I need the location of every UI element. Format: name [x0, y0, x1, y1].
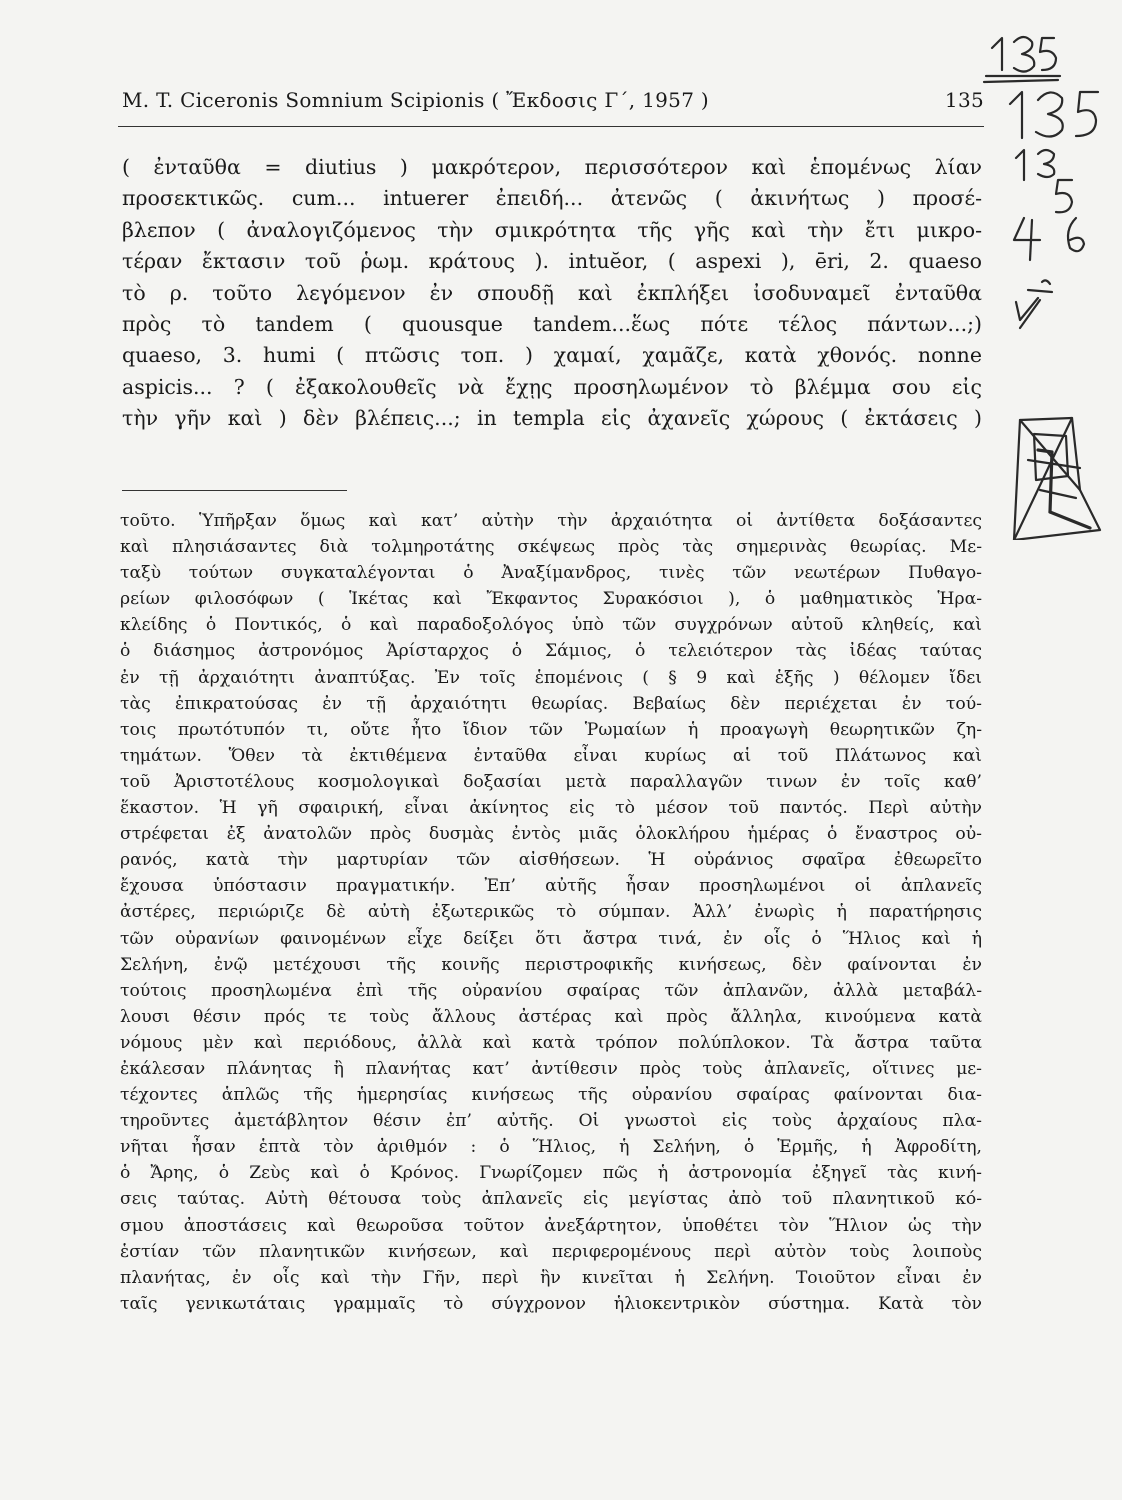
footnote-line: σμου ἀποστάσεις καὶ θεωροῦσα τοῦτον ἀνεξάρτητον, ὑποθέτει τὸν Ἥλιον ὡς τὴν [120, 1215, 982, 1236]
main-text-line: quaeso, 3. humi ( πτῶσις τοπ. ) χαμαί, χαμᾶζε, κατὰ χθονός. nonne [122, 343, 982, 368]
footnote-line: τοις πρωτότυπόν τι, οὔτε ἦτο ἴδιον τῶν Ῥωμαίων ἡ προαγωγὴ θεωρητικῶν ζη- [120, 719, 982, 740]
footnote-line: ταῖς γενικωτάταις γραμμαῖς τὸ σύγχρονον ἡλιοκεντρικὸν σύστημα. Κατὰ τὸν [120, 1293, 982, 1314]
footnote-line: ἀστέρες, περιώριζε δὲ αὐτὴ ἐξωτερικῶς τὸ σύμπαν. Ἀλλ’ ἐνωρὶς ἡ παρατήρησις [120, 902, 982, 923]
main-text-line: προσεκτικῶς. cum... intuerer ἐπειδή... ἀτενῶς ( ἀκινήτως ) προσέ- [122, 186, 982, 211]
footnote-line: ἐν τῇ ἀρχαιότητι ἀναπτύξας. Ἐν τοῖς ἑπομένοις ( § 9 καὶ ἑξῆς ) θέλομεν ἴδει [120, 667, 982, 688]
footnote-line: ἑστίαν τῶν πλανητικῶν κινήσεων, καὶ περιφερομένους περὶ αὐτὸν τοὺς λοιποὺς [120, 1241, 982, 1262]
footnote-line: τοῦτο. Ὑπῆρξαν ὅμως καὶ κατ’ αὐτὴν τὴν ἀρχαιότητα οἱ ἀντίθετα δοξάσαντες [120, 511, 982, 531]
footnote-rule [122, 490, 347, 491]
main-text-line: τὴν γῆν καὶ ) δὲν βλέπεις...; in templa εἰς ἀχανεῖς χώρους ( ἐκτάσεις ) [122, 406, 982, 431]
footnote-line: ὁ διάσημος ἀστρονόμος Ἀρίσταρχος ὁ Σάμιος, ὁ τελειότερον τὰς ἰδέας ταύτας [120, 641, 982, 662]
header-rule [118, 126, 984, 127]
running-head [122, 88, 984, 118]
footnote-line: νῆται ἦσαν ἑπτὰ τὸν ἀριθμόν : ὁ Ἥλιος, ἡ Σελήνη, ὁ Ἑρμῆς, ἡ Ἀφροδίτη, [120, 1137, 982, 1158]
footnote-line: τούτοις προσηλωμένα ἐπὶ τῆς οὐρανίου σφαίρας τῶν ἀπλανῶν, ἀλλὰ μεταβάλ- [120, 980, 982, 1001]
footnote-line: ὁ Ἄρης, ὁ Ζεὺς καὶ ὁ Κρόνος. Γνωρίζομεν πῶς ἡ ἀστρονομία ἐξηγεῖ τὰς κινή- [120, 1163, 982, 1184]
footnote-text [120, 508, 982, 1317]
footnote-line: τὰς ἐπικρατούσας ἐν τῇ ἀρχαιότητι θεωρίας. Βεβαίως δὲν περιέχεται ἐν τού- [120, 693, 982, 714]
footnote-line: τηροῦντες ἀμετάβλητον θέσιν ἐπ’ αὐτῆς. Οἱ γνωστοὶ εἰς τοὺς ἀρχαίους πλα- [120, 1111, 982, 1132]
footnote-line: ἔχουσα ὑπόστασιν πραγματικήν. Ἐπ’ αὐτῆς ἦσαν προσηλωμένοι οἱ ἀπλανεῖς [120, 876, 982, 897]
footnote-line: κλείδης ὁ Ποντικός, ὁ καὶ παραδοξολόγος ὑπὸ τῶν συγχρόνων αὐτοῦ κληθείς, καὶ [120, 615, 982, 636]
handwritten-margin-notes [980, 20, 1120, 540]
main-text-line: βλεπον ( ἀναλογιζόμενος τὴν σμικρότητα τῆς γῆς καὶ τὴν ἔτι μικρο- [122, 217, 982, 242]
footnote-line: ταξὺ τούτων συγκαταλέγονται ὁ Ἀναξίμανδρος, τινὲς τῶν νεωτέρων Πυθαγο- [120, 563, 982, 584]
footnote-line: Σελήνη, ἐνῷ μετέχουσι τῆς κοινῆς περιστροφικῆς κινήσεως, δὲν φαίνονται ἐν [120, 954, 982, 975]
handwritten-numbers-and-sketch [980, 20, 1120, 540]
footnote-line: σεις ταύτας. Αὐτὴ θέτουσα τοὺς ἀπλανεῖς εἰς μεγίστας ἀπὸ τοῦ πλανητικοῦ κό- [120, 1189, 982, 1210]
main-text-line: τέραν ἔκτασιν τοῦ ῥωμ. κράτους ). intuĕor, ( aspexi ), ēri, 2. quaeso [122, 249, 982, 274]
main-text-line: ( ἐνταῦθα = diutius ) μακρότερον, περισσότερον καὶ ἑπομένως λίαν [122, 155, 982, 179]
footnote-line: τημάτων. Ὅθεν τὰ ἐκτιθέμενα ἐνταῦθα εἶναι κυρίως αἱ τοῦ Πλάτωνος καὶ [120, 745, 982, 766]
page-number: 135 [944, 88, 984, 112]
main-text [122, 152, 982, 435]
footnote-line: ρανός, κατὰ τὴν μαρτυρίαν τῶν αἰσθήσεων. Ἡ οὐράνιος σφαῖρα ἐθεωρεῖτο [120, 850, 982, 871]
main-text-line: τὸ ρ. τοῦτο λεγόμενον ἐν σπουδῇ καὶ ἐκπλήξει ἰσοδυναμεῖ ἐνταῦθα [122, 280, 982, 305]
footnote-line: τέχοντες ἁπλῶς τῆς ἡμερησίας κινήσεως τῆς οὐρανίου σφαίρας φαίνονται δια- [120, 1085, 982, 1106]
footnote-line: νόμους μὲν καὶ περιόδους, ἀλλὰ καὶ κατὰ τρόπον πολύπλοκον. Τὰ ἄστρα ταῦτα [120, 1032, 982, 1053]
footnote-line: ρείων φιλοσόφων ( Ἱκέτας καὶ Ἔκφαντος Συρακόσιοι ), ὁ μαθηματικὸς Ἡρα- [120, 589, 982, 610]
footnote-line: ἕκαστον. Ἡ γῆ σφαιρική, εἶναι ἀκίνητος εἰς τὸ μέσον τοῦ παντός. Περὶ αὐτὴν [120, 798, 982, 819]
main-text-line: πρὸς τὸ tandem ( quousque tandem...ἕως πότε τέλος πάντων...;) [122, 311, 982, 336]
footnote-line: τοῦ Ἀριστοτέλους κοσμολογικαὶ δοξασίαι μετὰ παραλλαγῶν τινων ἐν τοῖς καθ’ [120, 771, 982, 792]
running-head-title: M. T. Ciceronis Somnium Scipionis ( Ἔκδοσις Γ΄, 1957 ) [122, 88, 709, 112]
footnote-line: καὶ πλησιάσαντες διὰ τολμηροτάτης σκέψεως πρὸς τὰς σημερινὰς θεωρίας. Με- [120, 537, 982, 558]
footnote-line: στρέφεται ἐξ ἀνατολῶν πρὸς δυσμὰς ἐντὸς μιᾶς ὁλοκλήρου ἡμέρας ὁ ἔναστρος οὐ- [120, 824, 982, 845]
footnote-line: ἐκάλεσαν πλάνητας ἢ πλανήτας κατ’ ἀντίθεσιν πρὸς τοὺς ἀπλανεῖς, οἵτινες με- [120, 1058, 982, 1079]
main-text-line: aspicis... ? ( ἐξακολουθεῖς νὰ ἔχῃς προσηλωμένον τὸ βλέμμα σου εἰς [122, 374, 982, 399]
footnote-line: λουσι θέσιν πρός τε τοὺς ἄλλους ἀστέρας καὶ πρὸς ἄλληλα, κινούμενα κατὰ [120, 1006, 982, 1027]
footnote-line: πλανήτας, ἐν οἷς καὶ τὴν Γῆν, περὶ ἣν κινεῖται ἡ Σελήνη. Τοιοῦτον εἶναι ἐν [120, 1267, 982, 1288]
footnote-line: τῶν οὐρανίων φαινομένων εἶχε δείξει ὅτι ἄστρα τινά, ἐν οἷς ὁ Ἥλιος καὶ ἡ [120, 928, 982, 949]
